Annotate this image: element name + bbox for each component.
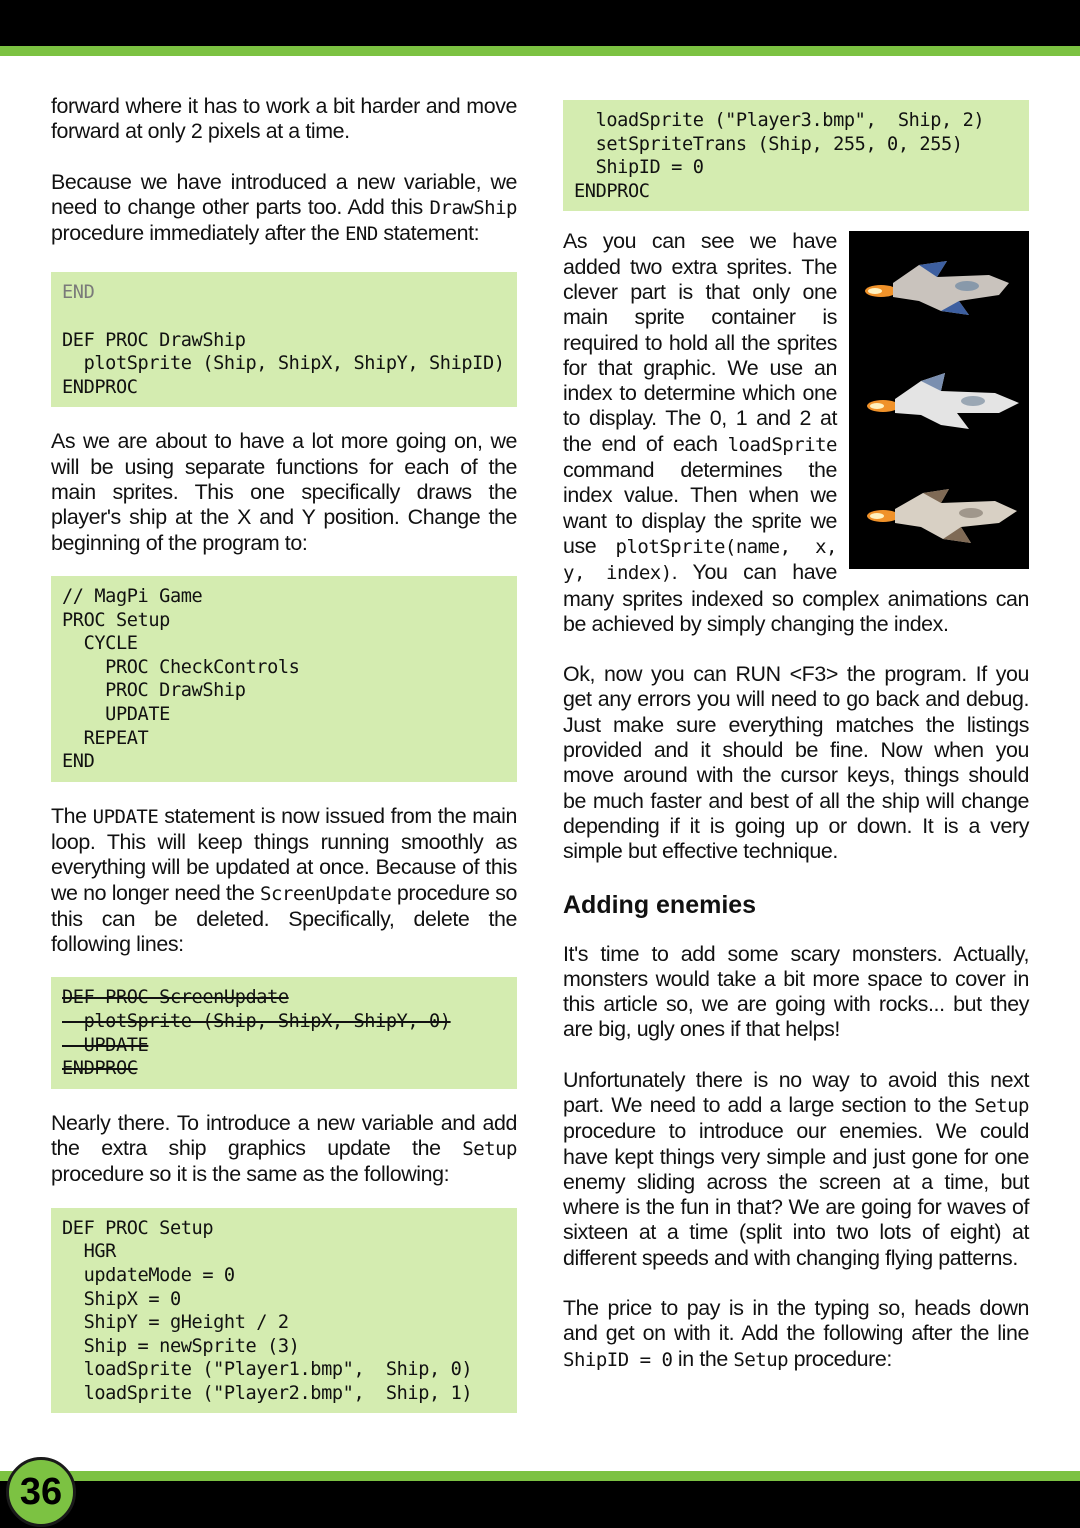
right-column — [563, 100, 1029, 1373]
code-listing-drawship — [51, 272, 517, 407]
code-line: PROC CheckControls — [62, 656, 300, 678]
paragraph-8: It's time to add some scary monsters. Actually, monsters would take a bit more space to cover in this article so, we are going with rocks... but they are big, ugly ones if that helps! — [563, 941, 1029, 1042]
page-number: 36 — [6, 1457, 76, 1527]
paragraph-7: Ok, now you can RUN <F3> the program. If you get any errors you will need to go back and debug. Just make sure everything matches the listings provided and it should be fine. Now when you move around with the cursor keys, things should be much faster and best of all the ship will change depending if it is going up or down. It is a very simple but effective technique. — [563, 662, 1029, 864]
text: Unfortunately there is no way to avoid this next part. We need to add a large section to the — [563, 1067, 1029, 1117]
code-line: PROC DrawShip — [62, 680, 246, 702]
code-line — [62, 305, 506, 329]
paragraph-5 — [51, 1111, 517, 1188]
paragraph-4 — [51, 804, 517, 958]
inline-code: ShipID = 0 — [563, 1348, 673, 1371]
paragraph-2 — [51, 170, 517, 248]
text: command determines the index value. Then when we want to display the sprite we use — [563, 458, 837, 558]
text: procedure: — [788, 1346, 892, 1371]
footer-bar — [0, 1481, 1080, 1528]
code-line: UPDATE — [62, 1034, 149, 1056]
code-line: plotSprite (Ship, ShipX, ShipY, 0) — [62, 1011, 451, 1033]
text: As you can see we have added two extra sprites. The clever part is that only one main sprite container is required to hold all the sprites for that graphic. We use an index to determine which one to display. The 0, 1 and 2 at the end of each — [563, 229, 837, 456]
inline-code: Setup — [733, 1348, 789, 1371]
text: procedure to introduce our enemies. We could have kept things very simple and just gone for one enemy sliding across the screen at a time, but where is the fun in that? We are going for waves of sixteen at a time (split into two lots of eight) at different speeds and with changing flying patterns. — [563, 1119, 1029, 1270]
header-accent-stripe — [0, 46, 1080, 56]
paragraph-3: As we are about to have a lot more going on, we will be using separate functions for each of the main sprites. This one specifically draws the player's ship at the X and Y position. Change the beginning of the program to: — [51, 429, 517, 555]
inline-code: DrawShip — [429, 196, 517, 219]
section-heading: Adding enemies — [563, 890, 757, 919]
text: procedure so this can be deleted. Specifically, delete the following lines: — [51, 880, 517, 957]
code-line: END — [62, 282, 95, 304]
header-bar — [0, 0, 1080, 46]
code-line: ShipX = 0 — [62, 1288, 181, 1310]
code-line: CYCLE — [62, 633, 138, 655]
paragraph-1: forward where it has to work a bit harder and move forward at only 2 pixels at a time. — [51, 94, 517, 144]
text: procedure so it is the same as the following: — [51, 1162, 450, 1187]
text: . You can have many sprites indexed so complex animations can be achieved by simply changing the index. — [563, 560, 1029, 636]
code-line: REPEAT — [62, 727, 149, 749]
code-line: ShipY = gHeight / 2 — [62, 1312, 289, 1334]
code-line: ENDPROC — [62, 1058, 138, 1080]
code-line: ShipID = 0 — [574, 157, 704, 179]
text: statement: — [377, 221, 480, 246]
code-line: plotSprite (Ship, ShipX, ShipY, ShipID) — [62, 353, 505, 375]
code-listing-setup-continued — [563, 100, 1029, 211]
text: procedure immediately after the — [51, 221, 345, 246]
code-line: // MagPi Game — [62, 585, 203, 607]
inline-code: Setup — [462, 1138, 517, 1161]
paragraph-9 — [563, 1068, 1029, 1271]
inline-code: plotSprite(name, x, y, index) — [563, 535, 837, 585]
inline-code: ScreenUpdate — [260, 882, 392, 905]
code-line: setSpriteTrans (Ship, 255, 0, 255) — [574, 133, 963, 155]
code-line: loadSprite ("Player1.bmp", Ship, 0) — [62, 1359, 473, 1381]
text: The — [51, 803, 93, 828]
code-listing-deleted — [51, 977, 517, 1088]
left-column — [51, 94, 517, 1435]
code-line: UPDATE — [62, 703, 170, 725]
text: Nearly there. To introduce a new variable and add the extra ship graphics update the — [51, 1110, 517, 1161]
footer-accent-stripe — [0, 1471, 1080, 1481]
code-line: loadSprite ("Player2.bmp", Ship, 1) — [62, 1382, 473, 1404]
code-line: PROC Setup — [62, 609, 170, 631]
text: statement is now issued from the main loop. This will keep things running smoothly as everything will be updated at once. Because of this we no longer need the — [51, 803, 518, 905]
code-line: ENDPROC — [574, 180, 650, 202]
code-line: HGR — [62, 1241, 116, 1263]
code-line: DEF PROC Setup — [62, 1217, 214, 1239]
code-line: DEF PROC ScreenUpdate — [62, 987, 289, 1009]
code-line: ENDPROC — [62, 376, 138, 398]
inline-code: loadSprite — [727, 433, 837, 456]
inline-code: Setup — [974, 1094, 1029, 1117]
text: in the — [672, 1346, 734, 1371]
code-line: Ship = newSprite (3) — [62, 1335, 300, 1357]
code-line: updateMode = 0 — [62, 1264, 235, 1286]
text: Because we have introduced a new variable, we need to change other parts too. Add this — [51, 169, 517, 219]
code-listing-setup — [51, 1208, 517, 1414]
code-listing-main — [51, 576, 517, 782]
code-line: loadSprite ("Player3.bmp", Ship, 2) — [574, 110, 985, 131]
code-line: END — [62, 751, 95, 773]
code-line: DEF PROC DrawShip — [62, 329, 246, 351]
inline-code: END — [344, 223, 378, 246]
paragraph-10 — [563, 1296, 1029, 1373]
text: The price to pay is in the typing so, heads down and get on with it. Add the following after the line — [563, 1296, 1029, 1346]
inline-code: UPDATE — [92, 805, 159, 828]
paragraph-6 — [563, 229, 1029, 637]
ship-sprites-image — [849, 231, 1029, 569]
